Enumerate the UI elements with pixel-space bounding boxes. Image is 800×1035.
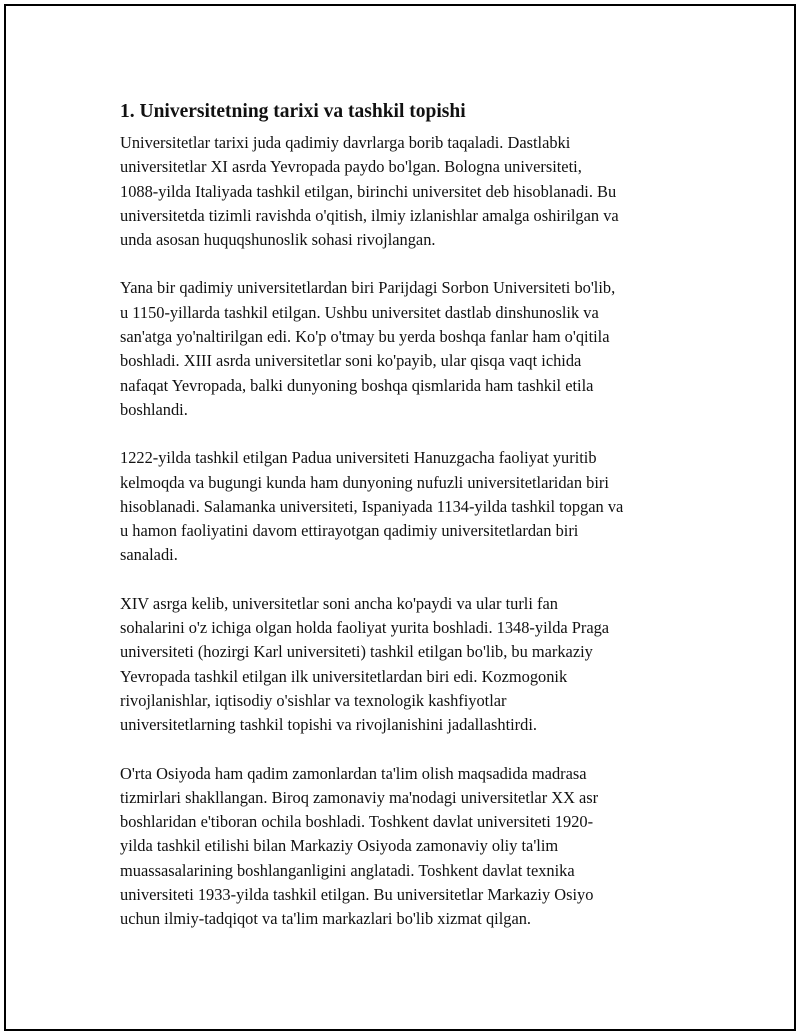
text-line: nafaqat Yevropada, balki dunyoning boshqa qismlarida ham tashkil etila <box>120 375 594 395</box>
text-line: universiteti (hozirgi Karl universiteti) tashkil etilgan bo'lib, bu markaziy <box>120 642 593 662</box>
text-line: muassasalarining boshlanganligini anglatadi. Toshkent davlat texnika <box>120 860 575 880</box>
paragraph-5 <box>120 762 695 932</box>
text-line: tizmirlari shakllangan. Biroq zamonaviy ma'nodagi universitetlar XX asr <box>120 787 599 807</box>
text-line: Universitetlar tarixi juda qadimiy davrlarga borib taqaladi. Dastlabki <box>120 133 571 152</box>
page-frame <box>4 4 796 1031</box>
text-line: universitetlar XI asrda Yevropada paydo bo'lgan. Bologna universiteti, <box>120 157 582 177</box>
paragraph-4 <box>120 592 695 738</box>
text-line: boshladi. XIII asrda universitetlar soni ko'payib, ular qisqa vaqt ichida <box>120 351 582 371</box>
text-line: yilda tashkil etilishi bilan Markaziy Osiyoda zamonaviy oliy ta'lim <box>120 836 559 856</box>
text-line: Yevropada tashkil etilgan ilk universitetlardan biri edi. Kozmogonik <box>120 666 568 686</box>
text-line: Yana bir qadimiy universitetlardan biri Parijdagi Sorbon Universiteti bo'lib, <box>120 278 616 298</box>
text-line: u hamon faoliyatini davom ettirayotgan qadimiy universitetlardan biri <box>120 521 579 541</box>
text-line: XIV asrga kelib, universitetlar soni ancha ko'paydi va ular turli fan <box>120 593 558 613</box>
paragraph-2 <box>120 276 695 422</box>
text-line: kelmoqda va bugungi kunda ham dunyoning nufuzli universitetlaridan biri <box>120 472 609 492</box>
paragraph-1 <box>120 131 695 252</box>
text-line: 1088-yilda Italiyada tashkil etilgan, birinchi universitet deb hisoblanadi. Bu <box>120 181 617 201</box>
text-line: boshlandi. <box>120 399 188 419</box>
text-line: boshlaridan e'tiboran ochila boshladi. Toshkent davlat universiteti 1920- <box>120 812 594 832</box>
text-line: uchun ilmiy-tadqiqot va ta'lim markazlari bo'lib xizmat qilgan. <box>120 909 532 929</box>
text-line: 1222-yilda tashkil etilgan Padua universiteti Hanuzgacha faoliyat yuritib <box>120 448 597 468</box>
text-line: universitetlarning tashkil topishi va rivojlanishini jadallashtirdi. <box>120 715 537 735</box>
text-line: rivojlanishlar, iqtisodiy o'sishlar va texnologik kashfiyotlar <box>120 690 507 710</box>
text-line: san'atga yo'naltirilgan edi. Ko'p o'tmay bu yerda boshqa fanlar ham o'qitila <box>120 327 610 347</box>
text-line: O'rta Osiyoda ham qadim zamonlardan ta'lim olish maqsadida madrasa <box>120 763 587 783</box>
text-line: unda asosan huquqshunoslik sohasi rivojlangan. <box>120 230 436 250</box>
section-heading: 1. Universitetning tarixi va tashkil topishi <box>120 101 466 122</box>
text-line: u 1150-yillarda tashkil etilgan. Ushbu universitet dastlab dinshunoslik va <box>120 302 599 322</box>
text-line: sohalarini o'z ichiga olgan holda faoliyat yurita boshladi. 1348-yilda Praga <box>120 618 610 638</box>
text-line: universiteti 1933-yilda tashkil etilgan. Bu universitetlar Markaziy Osiyo <box>120 885 594 905</box>
text-line: hisoblanadi. Salamanka universiteti, Ispaniyada 1134-yilda tashkil topgan va <box>120 496 624 516</box>
text-line: universitetda tizimli ravishda o'qitish, ilmiy izlanishlar amalga oshirilgan va <box>120 205 619 225</box>
text-line: sanaladi. <box>120 545 178 565</box>
paragraph-3 <box>120 446 695 567</box>
document-body <box>120 98 695 956</box>
